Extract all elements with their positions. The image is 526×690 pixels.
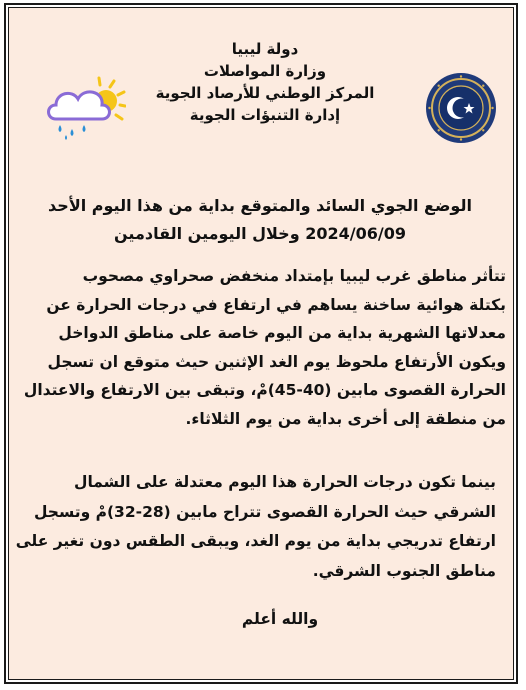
forecast-paragraph-west — [20, 262, 506, 433]
header-country: دولة ليبيا — [231, 40, 299, 58]
paragraph-line: من منطقة إلى أخرى بداية من يوم الثلاثاء. — [185, 409, 506, 428]
libya-meteorology-emblem-icon — [425, 72, 497, 144]
header-center: المركز الوطني للأرصاد الجوية — [155, 84, 375, 102]
paragraph-line: ارتفاع تدريجي بداية من يوم الغد، ويبقى الطقس دون تغير على — [15, 532, 496, 550]
paragraph-line: ويكون الأرتفاع ملحوظ يوم الغد الإثنين حيث متوقع ان تسجل — [47, 352, 506, 371]
paragraph-line: مناطق الجنوب الشرقي. — [312, 561, 496, 580]
title-line-1: الوضع الجوي السائد والمتوقع بداية من هذا اليوم الأحد — [48, 196, 472, 215]
agency-header — [140, 38, 390, 126]
paragraph-line: الحرارة القصوى مابين (40-45)مْ، وتبقى بين الارتفاع والاعتدال — [23, 381, 506, 399]
forecast-paragraph-east — [15, 468, 496, 586]
paragraph-line: تتأثر مناطق غرب ليبيا بإمتداد منخفض صحراوي مصحوب — [82, 267, 506, 285]
cloud-rain-sun-icon — [42, 75, 126, 141]
header-ministry: وزارة المواصلات — [203, 62, 327, 80]
bulletin-title — [20, 192, 500, 248]
header-department: إدارة التنبؤات الجوية — [189, 106, 341, 124]
paragraph-line: معدلاتها الشهرية بداية من اليوم خاصة على مناطق الدواخل — [58, 324, 506, 342]
closing-phrase: والله أعلم — [241, 610, 319, 628]
title-line-2: 2024/06/09 وخلال اليومين القادمين — [114, 224, 406, 243]
paragraph-line: الشرقي حيث الحرارة القصوى تتراح مابين (28-32)مْ وتسجل — [33, 502, 496, 521]
paragraph-line: بينما تكون درجات الحرارة هذا اليوم معتدلة على الشمال — [74, 473, 496, 491]
paragraph-line: بكتلة هوائية ساخنة يساهم في ارتفاع في درجات الحرارة عن — [46, 295, 506, 314]
